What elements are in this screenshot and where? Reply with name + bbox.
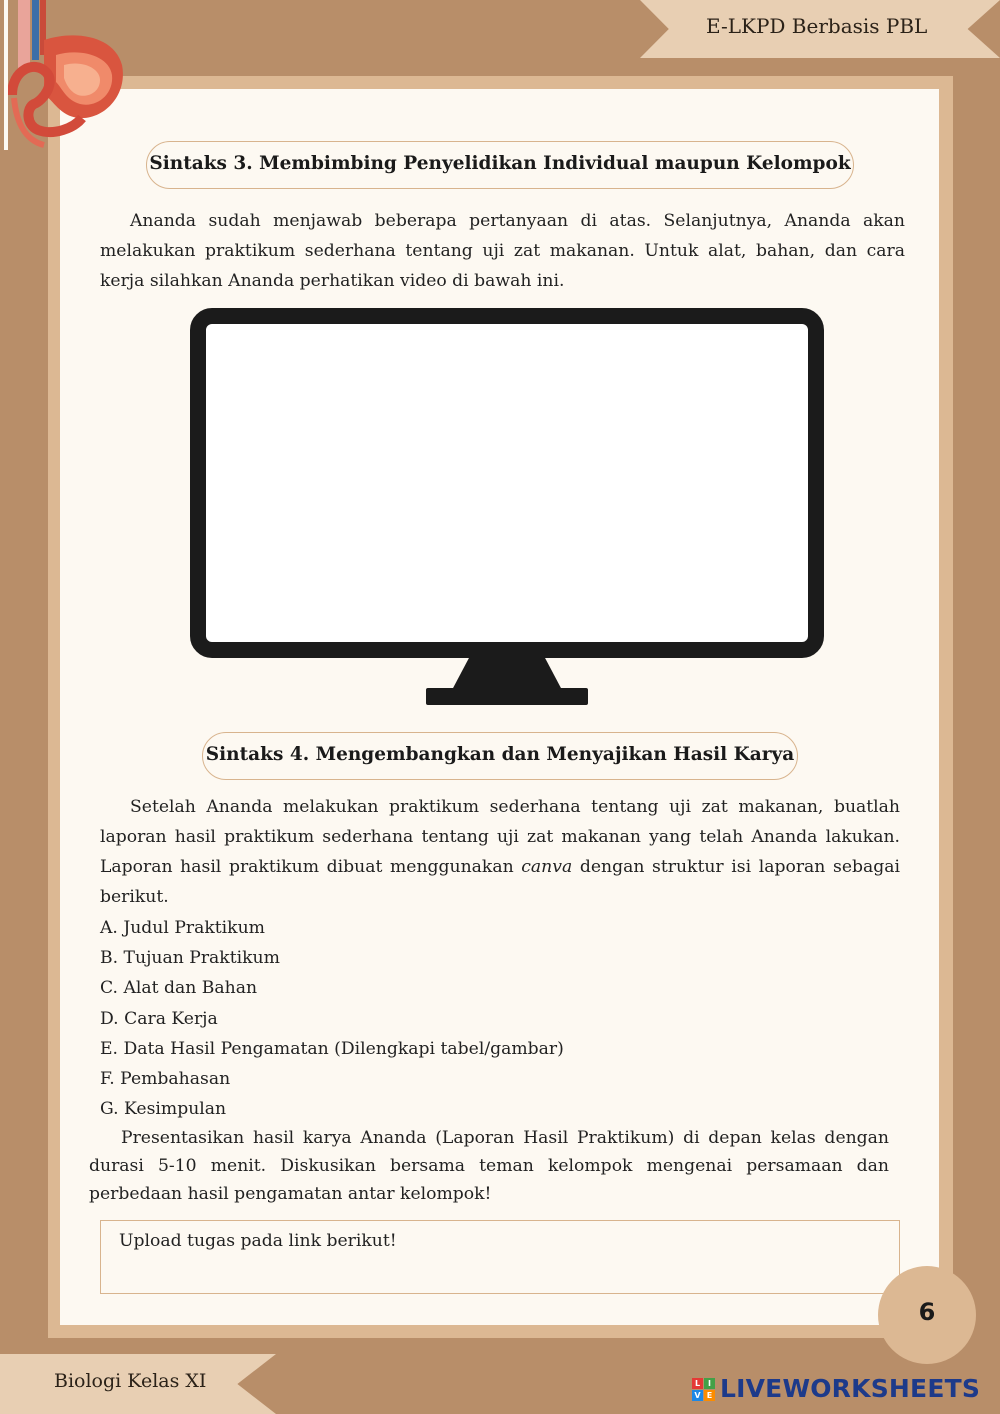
page-number: 6 <box>918 1298 936 1326</box>
stomach-illustration-icon <box>4 0 128 150</box>
logo-letter: V <box>692 1390 703 1401</box>
liveworksheets-grid-icon <box>692 1378 718 1402</box>
header-title: E-LKPD Berbasis PBL <box>706 14 928 38</box>
list-item: C. Alat dan Bahan <box>100 978 258 999</box>
logo-letter: I <box>704 1378 715 1389</box>
upload-label: Upload tugas pada link berikut! <box>119 1231 397 1251</box>
list-item: G. Kesimpulan <box>100 1099 227 1120</box>
logo-letter: E <box>704 1390 715 1401</box>
upload-box[interactable] <box>100 1220 900 1294</box>
page-number-badge <box>878 1266 976 1364</box>
footer-subject: Biologi Kelas XI <box>54 1370 207 1392</box>
section4-paragraph-after: dengan struktur isi laporan sebagai berikut. <box>100 857 900 907</box>
list-item: E. Data Hasil Pengamatan (Dilengkapi tabel/gambar) <box>100 1038 564 1059</box>
list-item: D. Cara Kerja <box>100 1008 218 1029</box>
logo-letter: L <box>692 1378 703 1389</box>
presentation-paragraph: Presentasikan hasil karya Ananda (Laporan Hasil Praktikum) di depan kelas dengan durasi 5-10 menit. Diskusikan bersama teman kelompok mengenai persamaan dan perbedaan hasil pengamatan antar kelompok! <box>89 1128 889 1204</box>
section4-paragraph-italic: canva <box>521 857 573 877</box>
list-item: F. Pembahasan <box>100 1068 231 1089</box>
section4-paragraph <box>100 792 900 912</box>
list-item: A. Judul Praktikum <box>100 918 265 938</box>
list-item: B. Tujuan Praktikum <box>100 948 280 969</box>
section4-paragraph-before: Setelah Ananda melakukan praktikum sederhana tentang uji zat makanan, buatlah laporan hasil praktikum sederhana tentang uji zat makanan yang telah Ananda lakukan. Laporan hasil praktikum dibuat menggunakan <box>100 797 900 877</box>
monitor-icon[interactable] <box>190 308 824 708</box>
section4-heading: Sintaks 4. Mengembangkan dan Menyajikan Hasil Karya <box>202 732 798 780</box>
report-structure-list <box>100 913 564 1124</box>
liveworksheets-brand: LIVEWORKSHEETS <box>720 1374 981 1403</box>
section3-paragraph: Ananda sudah menjawab beberapa pertanyaan di atas. Selanjutnya, Ananda akan melakukan praktikum sederhana tentang uji zat makanan. Untuk alat, bahan, dan cara kerja silahkan Ananda perhatikan video di bawah ini. <box>100 211 905 291</box>
section3-heading: Sintaks 3. Membimbing Penyelidikan Individual maupun Kelompok <box>146 141 854 189</box>
